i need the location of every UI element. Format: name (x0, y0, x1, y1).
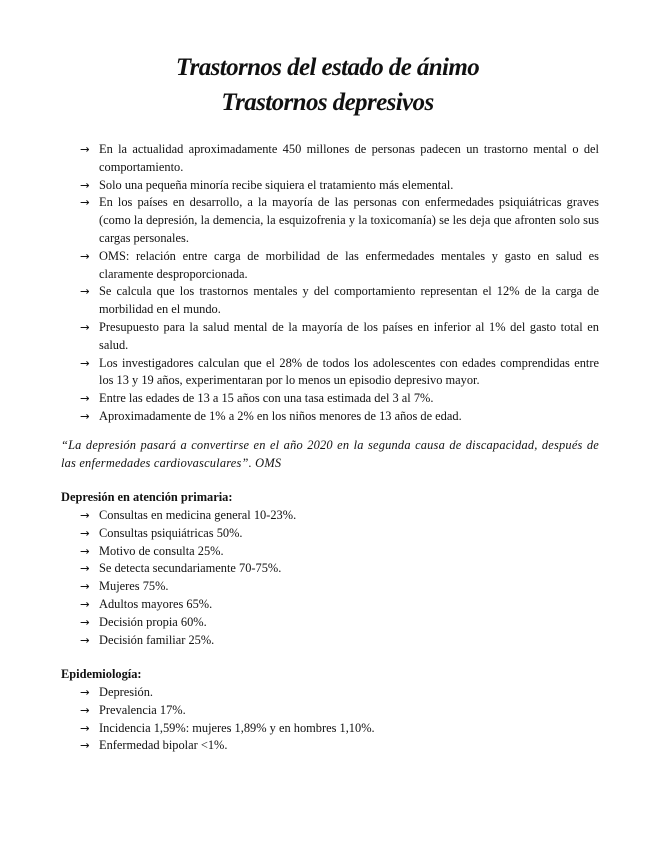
arrow-right-icon: → (80, 738, 90, 753)
section-heading-primary-care: Depresión en atención primaria: (61, 490, 233, 504)
list-item (80, 177, 599, 195)
arrow-right-icon: → (80, 195, 90, 210)
list-item (80, 141, 599, 177)
list-item-text: Solo una pequeña minoría recibe siquiera el tratamiento más elemental. (99, 177, 454, 192)
arrow-right-icon: → (80, 508, 90, 522)
list-item-text: Motivo de consulta 25%. (99, 543, 224, 558)
arrow-right-icon: → (80, 543, 90, 558)
list-item (80, 507, 296, 525)
arrow-right-icon: → (80, 579, 90, 594)
arrow-right-icon: → (80, 248, 90, 263)
list-item (80, 248, 599, 284)
epidemiology-list (80, 684, 375, 755)
list-item (80, 194, 599, 247)
arrow-right-icon: → (80, 408, 90, 423)
intro-list (80, 141, 599, 426)
arrow-right-icon: → (80, 142, 90, 156)
list-item-text: Los investigadores calculan que el 28% de todos los adolescentes con edades comprendidas entre los 13 y 19 años, experimentaran por lo menos un episodio depresivo mayor. (99, 355, 599, 388)
list-item-text: Consultas en medicina general 10-23%. (99, 508, 297, 522)
list-item-text: Depresión. (99, 685, 154, 699)
list-item-text: Se calcula que los trastornos mentales y del comportamiento representan el 12% de la carga de morbilidad en el mundo. (99, 284, 599, 317)
arrow-right-icon: → (80, 561, 90, 576)
list-item-text: En los países en desarrollo, a la mayoría de las personas con enfermedades psiquiátricas graves (como la depresión, la demencia, la esquizofrenia y la toxicomanía) se les deja que afronten solo sus cargas personales. (99, 195, 599, 245)
list-item (80, 355, 599, 391)
list-item (80, 596, 296, 614)
list-item-text: Adultos mayores 65%. (99, 596, 213, 611)
section-heading-epidemiology: Epidemiología: (61, 667, 142, 681)
list-item (80, 390, 599, 408)
arrow-right-icon: → (80, 284, 90, 299)
list-item-text: Decisión propia 60%. (99, 614, 207, 629)
list-item (80, 319, 599, 355)
arrow-right-icon: → (80, 685, 90, 699)
list-item (80, 408, 599, 426)
list-item-text: OMS: relación entre carga de morbilidad de las enfermedades mentales y gasto en salud es claramente desproporcionada. (99, 248, 599, 281)
document-title: Trastornos del estado de ánimo (175, 54, 480, 81)
list-item (80, 737, 375, 755)
list-item-text: Incidencia 1,59%: mujeres 1,89% y en hombres 1,10%. (99, 720, 375, 735)
list-item-text: Enfermedad bipolar <1%. (99, 738, 228, 753)
list-item (80, 720, 375, 738)
list-item (80, 702, 375, 720)
arrow-right-icon: → (80, 632, 90, 647)
list-item (80, 684, 375, 702)
arrow-right-icon: → (80, 525, 90, 540)
arrow-right-icon: → (80, 391, 90, 406)
arrow-right-icon: → (80, 596, 90, 611)
list-item (80, 525, 296, 543)
list-item (80, 614, 296, 632)
arrow-right-icon: → (80, 614, 90, 629)
list-item-text: Mujeres 75%. (99, 579, 169, 594)
list-item-text: Entre las edades de 13 a 15 años con una tasa estimada del 3 al 7%. (99, 391, 434, 406)
list-item-text: Prevalencia 17%. (99, 702, 186, 717)
arrow-right-icon: → (80, 177, 90, 192)
arrow-right-icon: → (80, 702, 90, 717)
list-item-text: En la actualidad aproximadamente 450 millones de personas padecen un trastorno mental o del comportamiento. (99, 142, 599, 174)
arrow-right-icon: → (80, 720, 90, 735)
list-item (80, 283, 599, 319)
list-item-text: Decisión familiar 25%. (99, 632, 215, 647)
list-item-text: Presupuesto para la salud mental de la mayoría de los países en inferior al 1% del gasto total en salud. (99, 319, 599, 352)
primary-care-list (80, 507, 296, 649)
arrow-right-icon: → (80, 355, 90, 370)
list-item (80, 543, 296, 561)
list-item (80, 578, 296, 596)
list-item-text: Se detecta secundariamente 70-75%. (99, 561, 282, 576)
document-subtitle: Trastornos depresivos (221, 89, 434, 116)
list-item-text: Aproximadamente de 1% a 2% en los niños menores de 13 años de edad. (99, 408, 462, 423)
list-item-text: Consultas psiquiátricas 50%. (99, 525, 243, 540)
arrow-right-icon: → (80, 319, 90, 334)
list-item (80, 632, 296, 650)
list-item (80, 560, 296, 578)
who-quote: “La depresión pasará a convertirse en el año 2020 en la segunda causa de discapacidad, después de las enfermedades cardiovasculares”. OMS (61, 438, 599, 470)
